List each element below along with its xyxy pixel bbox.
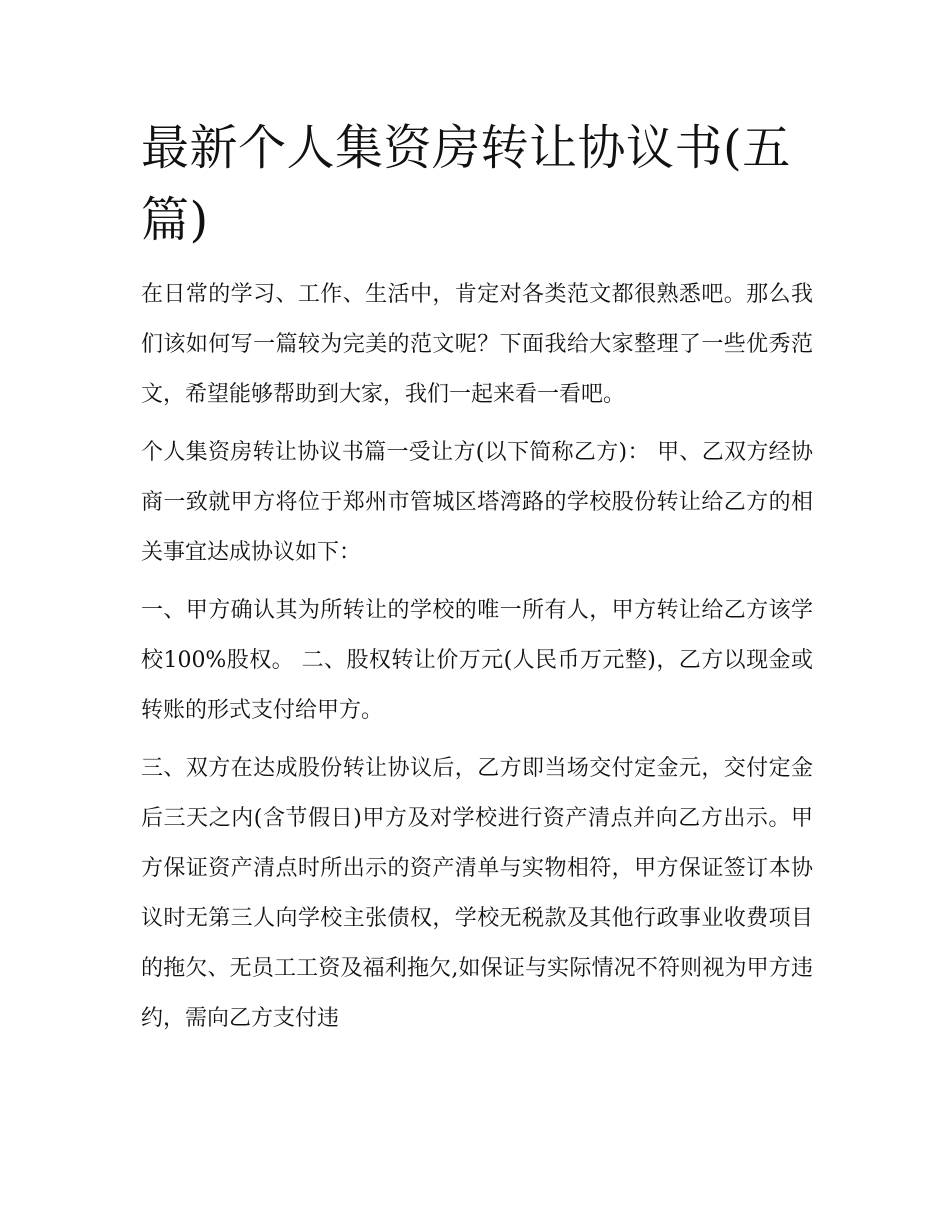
clause-one-two-paragraph: 一、甲方确认其为所转让的学校的唯一所有人，甲方转让给乙方该学校100%股权。 二、股权转让价万元(人民币万元整)，乙方以现金或转账的形式支付给甲方。: [141, 598, 813, 723]
agreement-opening-paragraph: 个人集资房转让协议书篇一受让方(以下简称乙方)： 甲、乙双方经协商一致就甲方将位于郑州市管城区塔湾路的学校股份转让给乙方的相关事宜达成协议如下：: [141, 440, 813, 565]
clause-three-paragraph: 三、双方在达成股份转让协议后，乙方即当场交付定金元，交付定金后三天之内(含节假日)甲方及对学校进行资产清点并向乙方出示。甲方保证资产清点时所出示的资产清单与实物相符，甲方保证签订本协议时无第三人向学校主张债权，学校无税款及其他行政事业收费项目的拖欠、无员工工资及福利拖欠,如保证与实际情况不符则视为甲方违约，需向乙方支付违: [141, 756, 813, 1031]
intro-paragraph: 在日常的学习、工作、生活中，肯定对各类范文都很熟悉吧。那么我们该如何写一篇较为完美的范文呢？下面我给大家整理了一些优秀范文，希望能够帮助到大家，我们一起来看一看吧。: [141, 282, 813, 407]
document-title: 最新个人集资房转让协议书(五篇): [141, 120, 791, 248]
document-body: [141, 112, 813, 1052]
